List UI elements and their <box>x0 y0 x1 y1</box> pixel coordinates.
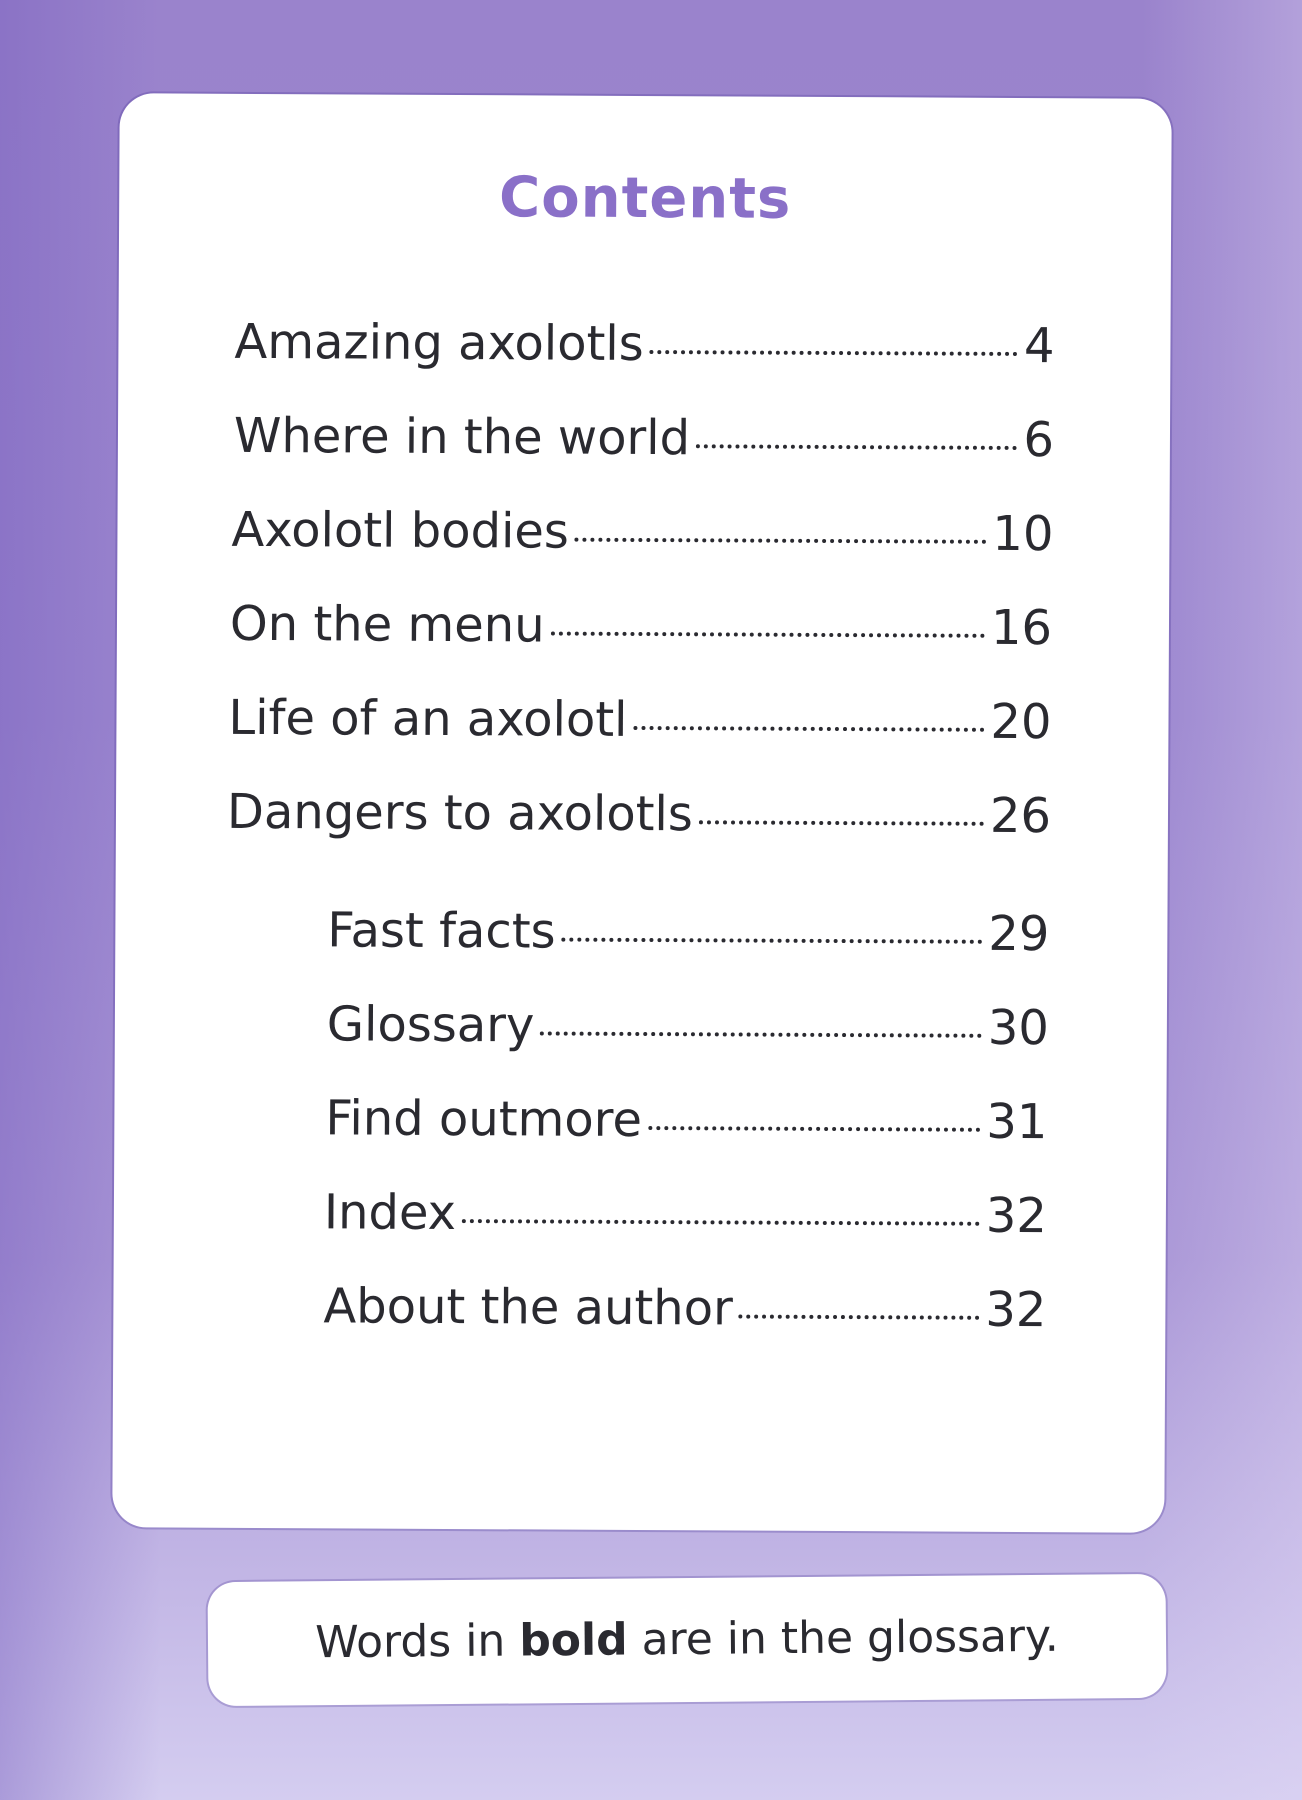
toc-dot-leader <box>699 820 984 825</box>
glossary-note-card <box>207 1574 1166 1706</box>
contents-card <box>112 93 1171 1532</box>
toc-dot-leader <box>540 1031 981 1037</box>
toc-entry-page: 30 <box>987 999 1050 1057</box>
toc-entry-page: 16 <box>990 599 1053 657</box>
contents-title: Contents <box>498 165 792 232</box>
toc-entry-label: Amazing axolotls <box>234 313 644 373</box>
toc-dot-leader <box>551 632 985 638</box>
toc-entry-page: 32 <box>985 1187 1048 1245</box>
toc-dot-leader <box>650 350 1018 356</box>
toc-entry-life-of-an-axolotl[interactable] <box>228 690 1051 750</box>
toc-dot-leader <box>696 444 1017 450</box>
glossary-note-suffix: are in the glossary. <box>627 1610 1059 1666</box>
toc-entry-page: 29 <box>988 905 1050 963</box>
toc-entry-index[interactable] <box>324 1184 1047 1244</box>
toc-entry-page: 20 <box>990 693 1052 751</box>
toc-entry-amazing-axolotls[interactable] <box>234 314 1054 374</box>
toc-dot-leader <box>575 538 986 544</box>
toc-entry-about-the-author[interactable] <box>323 1278 1046 1338</box>
glossary-note-bold-word: bold <box>519 1614 628 1667</box>
toc-dot-leader <box>633 726 984 732</box>
toc-entry-page: 31 <box>986 1093 1048 1151</box>
toc-entry-page: 6 <box>1023 411 1055 469</box>
table-of-contents <box>112 93 1171 1532</box>
toc-entry-label: Axolotl bodies <box>231 501 570 560</box>
toc-entry-page: 10 <box>992 505 1054 563</box>
toc-entry-page: 26 <box>989 787 1052 845</box>
toc-entry-find-out-more[interactable] <box>325 1090 1047 1150</box>
toc-dot-leader <box>739 1315 980 1320</box>
toc-entry-fast-facts[interactable] <box>327 902 1049 962</box>
toc-entry-label: Glossary <box>326 996 535 1054</box>
toc-entry-page: 32 <box>985 1281 1047 1339</box>
toc-entry-axolotl-bodies[interactable] <box>231 502 1053 562</box>
toc-dot-leader <box>648 1126 980 1132</box>
toc-dot-leader <box>562 938 983 944</box>
glossary-note-prefix: Words in <box>314 1615 520 1669</box>
toc-entry-dangers-to-axolotls[interactable] <box>227 784 1051 844</box>
toc-entry-glossary[interactable] <box>327 996 1049 1056</box>
toc-entry-page: 4 <box>1023 317 1055 375</box>
toc-entry-label: Life of an axolotl <box>228 689 628 748</box>
toc-entry-label: Find outmore <box>325 1090 643 1149</box>
toc-dot-leader <box>462 1219 980 1226</box>
toc-entry-where-in-the-world[interactable] <box>234 408 1054 468</box>
toc-entry-label: Fast facts <box>327 902 556 960</box>
toc-entry-label: Where in the world <box>233 407 691 467</box>
toc-entry-label: Index <box>323 1184 457 1242</box>
toc-entry-label: Dangers to axolotls <box>226 783 693 843</box>
toc-entry-label: About the author <box>323 1278 733 1337</box>
glossary-note <box>208 1610 1166 1669</box>
toc-entry-on-the-menu[interactable] <box>230 596 1052 656</box>
toc-entry-label: On the menu <box>229 595 545 654</box>
